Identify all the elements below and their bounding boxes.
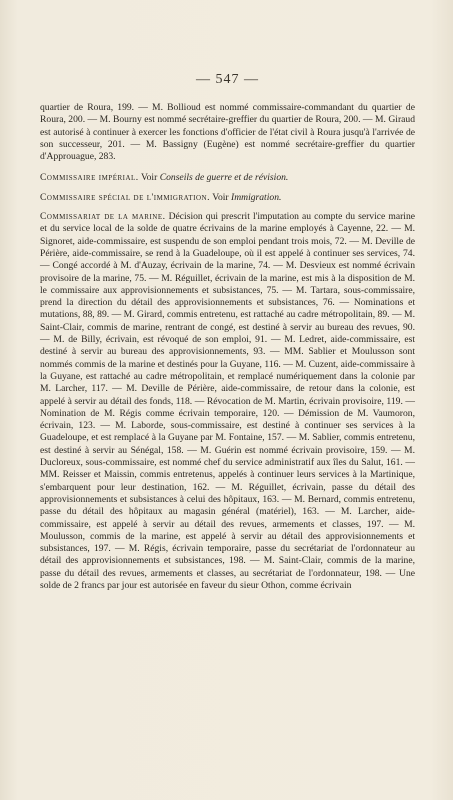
entry-commissaire-imperial: [40, 172, 415, 184]
entry-body: Décision qui prescrit l'imputation au compte du service marine et du service local de la solde de quatre écrivains de la marine employés à Cayenne, 22. — M. Signoret, aide-commissaire, est suspendu de son emploi pendant trois mois, 72. — M. Deville de Périère, aide-commissaire, se rend à la Guadeloupe, où il est appelé à continuer ses services, 74. — Congé accordé à M. d'Auzay, écrivain de la marine, 74. — M. Desvieux est nommé écrivain provisoire de la marine, 75. — M. Réguillet, écrivain de la marine, est mis à la disposition de M. le commissaire aux approvisionnements et subsistances, 75. — M. Tartara, sous-commissaire, prend la direction du détail des approvisionnements et subsistances, 76. — Nominations et mutations, 88, 89. — M. Girard, commis entretenu, est rattaché au cadre métropolitain, 89. — M. Saint-Clair, commis de marine, rentrant de congé, est destiné à servir au bureau des revues, 90. — M. de Billy, écrivain, est révoqué de son emploi, 91. — M. Ledret, aide-commissaire, est destiné à servir au bureau des approvisionnements, 93. — MM. Sablier et Moulusson sont nommés commis de la marine et destinés pour la Guyane, 116. — M. Cuzent, aide-commissaire à la Guyane, est rattaché au cadre métropolitain, et remplacé numériquement dans la colonie par M. Larcher, 117. — M. Deville de Périère, aide-commissaire, de retour dans la colonie, est appelé à servir au détail des fonds, 118. — Révocation de M. Martin, écrivain provisoire, 119. — Nomination de M. Régis comme écrivain temporaire, 120. — Démission de M. Vaumoron, écrivain, 123. — M. Laborde, sous-commissaire, est destiné à continuer ses services à la Guadeloupe, et est remplacé à la Guyane par M. Fontaine, 157. — M. Sablier, commis entretenu, est destiné à servir au Sénégal, 158. — M. Guérin est nommé écrivain provisoire, 159. — M. Ducloreux, sous-commissaire, est nommé chef du service administratif aux îles du Salut, 161. — MM. Reisser et Maissin, commis entretenus, appelés à continuer leurs services à la Martinique, s'embarquent pour leur destination, 162. — M. Réguillet, écrivain, passe du détail des approvisionnements et subsistances à celui des hôpitaux, 163. — M. Bernard, commis entretenu, passe du détail des hôpitaux au magasin général (matériel), 163. — M. Larcher, aide-commissaire, est appelé à servir au détail des revues, armements et classes, 197. — M. Moulusson, commis de la marine, est appelé à servir au détail des approvisionnements et subsistances, 197. — M. Régis, écrivain temporaire, passe du secrétariat de l'ordonnateur au détail des approvisionnements et subsistances, 198. — M. Saint-Clair, commis de la marine, passe du détail des revues, armements et classes, au secrétariat de l'ordonnateur, 198. — Une solde de 2 francs par jour est autorisée en faveur du sieur Othon, comme écrivain: [40, 211, 415, 591]
entry-commissariat-marine: [40, 211, 415, 592]
cross-reference: Conseils de guerre et de révision.: [159, 172, 289, 184]
see-label: Voir: [140, 172, 158, 184]
page-number: — 547 —: [196, 72, 259, 87]
entry-heading: Commissaire impérial.: [40, 172, 139, 184]
entry-commissaire-special-immigration: [40, 192, 415, 204]
entry-body: quartier de Roura, 199. — M. Bollioud est nommé commissaire-commandant du quartier de Roura, 200. — M. Bourny est nommé secrétaire-greffier du quartier de Roura, 200. — M. Giraud est autorisé à continuer à exercer les fonctions d'officier de l'état civil à Roura jusqu'à l'arrivée de son successeur, 201. — M. Bassigny (Eugène) est nommé secrétaire-greffier du quartier d'Approuague, 283.: [40, 102, 415, 163]
entry-roura-continuation: [40, 102, 415, 163]
entry-heading: Commissariat de la marine.: [40, 211, 166, 223]
cross-reference: Immigration.: [231, 191, 282, 203]
see-label: Voir: [212, 191, 229, 203]
entry-heading: Commissaire spécial de l'immigration.: [40, 191, 211, 203]
